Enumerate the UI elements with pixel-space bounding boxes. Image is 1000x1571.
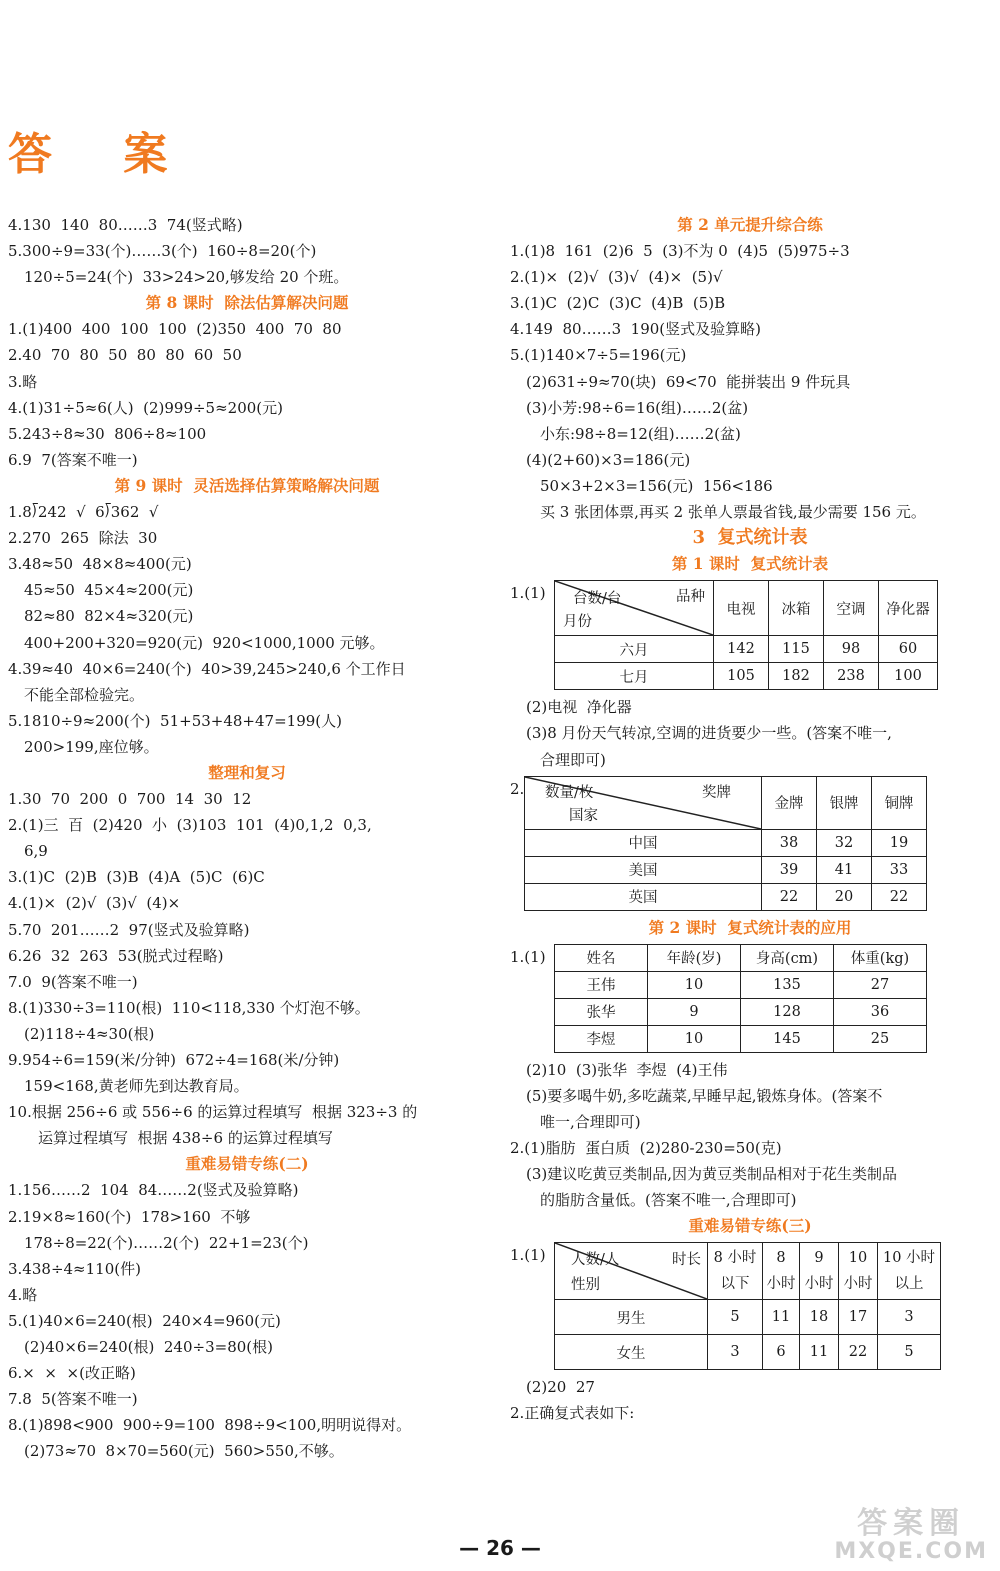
table-cell: 17 <box>839 1300 878 1335</box>
answer-line: 5.(1)140×7÷5=196(元) <box>510 346 687 365</box>
section-heading: 第 8 课时 除法估算解决问题 <box>145 293 349 313</box>
corner-label-country: 国家 <box>569 807 598 824</box>
table-cell: 100 <box>879 663 938 690</box>
table-cell: 19 <box>872 829 927 856</box>
table-students-block <box>510 944 990 1053</box>
answer-line: 4.略 <box>8 1285 38 1304</box>
answer-line: 4.(1)× (2)√ (3)√ (4)× <box>8 894 181 913</box>
answer-line: (2)10 (3)张华 李煜 (4)王伟 <box>526 1060 728 1079</box>
answer-line: 1.(1)8 161 (2)6 5 (3)不为 0 (4)5 (5)975÷3 <box>510 242 850 261</box>
table-appliance-sales <box>554 580 938 690</box>
table-medals <box>524 776 927 911</box>
section-heading: 整理和复习 <box>208 762 286 782</box>
table-header-cell: 年龄(岁) <box>648 944 741 971</box>
answer-line: 50×3+2×3=156(元) 156<186 <box>540 476 773 495</box>
answer-line: 2.(1)× (2)√ (3)√ (4)× (5)√ <box>510 268 723 287</box>
table-cell: 145 <box>741 1025 834 1052</box>
diagonal-header-cell <box>525 776 762 829</box>
table-cell: 135 <box>741 971 834 998</box>
table-header-cell <box>708 1243 763 1300</box>
watermark-line: 答案圈 <box>857 1506 966 1541</box>
answer-line: 运算过程填写 根据 438÷6 的运算过程填写 <box>38 1129 333 1148</box>
table-cell: 27 <box>834 971 927 998</box>
answer-line: 1.30 70 200 0 700 14 30 12 <box>8 790 252 809</box>
table-header-cell: 姓名 <box>555 944 648 971</box>
watermark-line: MXQE.COM <box>834 1539 988 1564</box>
answer-line: 82≈80 82×4≈320(元) <box>24 607 194 626</box>
section-heading: 重难易错专练(二) <box>185 1154 309 1174</box>
watermark-logo <box>834 1506 988 1566</box>
table-header-cell: 银牌 <box>817 776 872 829</box>
row-label: 张华 <box>555 998 648 1025</box>
table-cell: 41 <box>817 856 872 883</box>
answer-line: 4.(1)31÷5≈6(人) (2)999÷5≈200(元) <box>8 398 284 417</box>
table-header-cell <box>839 1243 878 1300</box>
right-section-unit2 <box>510 212 990 577</box>
table-cell: 11 <box>800 1335 839 1370</box>
answer-line: 合理即可) <box>540 750 606 769</box>
answer-line: 1.156……2 104 84……2(竖式及验算略) <box>8 1181 299 1200</box>
diagonal-header-cell <box>555 1243 708 1300</box>
answer-line: 6,9 <box>24 842 48 861</box>
table-sleep <box>554 1242 941 1370</box>
table-cell: 3 <box>708 1335 763 1370</box>
right-column <box>510 212 990 1427</box>
answer-line: 2.(1)三 百 (2)420 小 (3)103 101 (4)0,1,2 0,3, <box>8 816 372 835</box>
question-number: 1.(1) <box>510 1246 546 1265</box>
row-label: 中国 <box>525 829 762 856</box>
table-cell: 10 <box>648 1025 741 1052</box>
right-section-lesson2-heading <box>510 915 990 941</box>
section-heading: 第 9 课时 灵活选择估算策略解决问题 <box>114 475 380 495</box>
header-line: 9 <box>814 1250 824 1267</box>
right-section-answers-c <box>510 1374 990 1426</box>
answer-line: 4.149 80……3 190(竖式及验算略) <box>510 320 761 339</box>
row-label: 英国 <box>525 883 762 910</box>
table-cell: 128 <box>741 998 834 1025</box>
answer-line: 8.(1)330÷3=110(根) 110<118,330 个灯泡不够。 <box>8 998 370 1017</box>
row-label: 七月 <box>555 663 714 690</box>
table-header-cell: 净化器 <box>879 581 938 636</box>
table-header-cell <box>763 1243 800 1300</box>
table-header-cell: 金牌 <box>762 776 817 829</box>
answer-line: (3)建议吃黄豆类制品,因为黄豆类制品相对于花生类制品 <box>526 1165 898 1184</box>
answer-line: (2)73≈70 8×70=560(元) 560>550,不够。 <box>24 1442 344 1461</box>
table-header-cell: 冰箱 <box>769 581 824 636</box>
answer-line: (2)20 27 <box>526 1378 595 1397</box>
table-row <box>525 829 927 856</box>
table-cell: 5 <box>708 1300 763 1335</box>
table-cell: 32 <box>817 829 872 856</box>
answer-line: 9.954÷6=159(米/分钟) 672÷4=168(米/分钟) <box>8 1051 340 1069</box>
table-cell: 33 <box>872 856 927 883</box>
table-students <box>554 944 927 1053</box>
answer-line: 5.300÷9=33(个)……3(个) 160÷8=20(个) <box>8 242 317 261</box>
table-cell: 18 <box>800 1300 839 1335</box>
answer-line: 6.9 7(答案不唯一) <box>8 450 138 469</box>
table-appliance-sales-block <box>510 580 990 690</box>
answer-line: 3.438÷4≈110(件) <box>8 1259 141 1278</box>
table-row <box>555 998 927 1025</box>
table-header-cell <box>800 1243 839 1300</box>
corner-label-category: 品种 <box>676 589 705 606</box>
answer-line: 7.0 9(答案不唯一) <box>8 972 138 991</box>
row-label: 男生 <box>555 1300 708 1335</box>
right-section-answers-b <box>510 1057 990 1240</box>
answer-line: (2)电视 净化器 <box>526 698 632 717</box>
row-label: 六月 <box>555 636 714 663</box>
answer-line: 6.× × ×(改正略) <box>8 1364 136 1383</box>
table-cell: 25 <box>834 1025 927 1052</box>
table-cell: 38 <box>762 829 817 856</box>
answer-line: (3)小芳:98÷6=16(组)……2(盆) <box>526 398 749 417</box>
page-number: — 26 — <box>459 1536 541 1560</box>
table-medals-block <box>510 776 990 911</box>
header-line: 小时 <box>766 1276 796 1293</box>
answer-line: 的脂肪含量低。(答案不唯一,合理即可) <box>540 1191 797 1210</box>
answer-line: 4.39≈40 40×6=240(个) 40>39,245>240,6 个工作日 <box>8 659 406 678</box>
answer-line: 8.(1)898<900 900÷9=100 898÷9<100,明明说得对。 <box>8 1416 412 1435</box>
header-line: 小时 <box>804 1276 834 1293</box>
answer-line: 159<168,黄老师先到达教育局。 <box>24 1077 249 1096</box>
header-line: 小时 <box>843 1276 873 1293</box>
table-row <box>555 663 938 690</box>
table-cell: 5 <box>878 1335 941 1370</box>
table-cell: 22 <box>839 1335 878 1370</box>
table-cell: 20 <box>817 883 872 910</box>
section-heading: 第 2 课时 复式统计表的应用 <box>648 917 852 937</box>
answer-line: 1.8⟌242 √ 6⟌362 √ <box>8 503 159 522</box>
answer-line: 2.40 70 80 50 80 80 60 50 <box>8 346 242 365</box>
answer-line: (4)(2+60)×3=186(元) <box>526 450 691 469</box>
answer-line: 7.8 5(答案不唯一) <box>8 1390 138 1409</box>
row-label: 美国 <box>525 856 762 883</box>
question-number: 1.(1) <box>510 947 546 966</box>
page-title: 答 案 <box>8 129 196 180</box>
table-row <box>555 1335 941 1370</box>
answer-line: 400+200+320=920(元) 920<1000,1000 元够。 <box>24 633 385 652</box>
row-label: 女生 <box>555 1335 708 1370</box>
table-header-cell: 体重(kg) <box>834 944 927 971</box>
question-number: 1.(1) <box>510 584 546 603</box>
answer-line: 小东:98÷8=12(组)……2(盆) <box>540 424 741 443</box>
answer-line: (2)631÷9≈70(块) 69<70 能拼装出 9 件玩具 <box>526 372 851 391</box>
table-header-cell: 身高(cm) <box>741 944 834 971</box>
table-cell: 3 <box>878 1300 941 1335</box>
answer-line: 5.(1)40×6=240(根) 240×4=960(元) <box>8 1311 281 1330</box>
table-row <box>555 971 927 998</box>
table-cell: 182 <box>769 663 824 690</box>
answer-line: 唯一,合理即可) <box>540 1112 641 1131</box>
row-label: 李煜 <box>555 1025 648 1052</box>
diagonal-header-cell <box>555 581 714 636</box>
answer-line: 120÷5=24(个) 33>24>20,够发给 20 个班。 <box>24 268 349 287</box>
answer-line: (2)40×6=240(根) 240÷3=80(根) <box>24 1338 273 1357</box>
left-column <box>8 212 486 1465</box>
header-line: 10 <box>848 1250 868 1267</box>
corner-label-gender: 性别 <box>571 1277 600 1294</box>
table-row <box>555 636 938 663</box>
answer-line: 2.正确复式表如下: <box>510 1404 635 1423</box>
section-heading: 第 1 课时 复式统计表 <box>671 554 829 574</box>
answer-line: 2.19×8≈160(个) 178>160 不够 <box>8 1207 251 1226</box>
answer-line: 5.243÷8≈30 806÷8≈100 <box>8 424 207 443</box>
table-cell: 98 <box>824 636 879 663</box>
answer-line: 5.70 201……2 97(竖式及验算略) <box>8 920 250 939</box>
table-header-cell: 电视 <box>714 581 769 636</box>
section-heading: 第 2 单元提升综合练 <box>677 215 823 234</box>
answer-line: 3.48≈50 48×8≈400(元) <box>8 555 192 574</box>
header-line: 8 <box>776 1250 786 1267</box>
answer-line: 买 3 张团体票,再买 2 张单人票最省钱,最少需要 156 元。 <box>540 503 926 522</box>
right-section-answers-a <box>510 694 990 772</box>
answer-line: 5.1810÷9≈200(个) 51+53+48+47=199(人) <box>8 711 342 730</box>
table-cell: 142 <box>714 636 769 663</box>
header-line: 以上 <box>894 1276 924 1293</box>
answer-line: 不能全部检验完。 <box>24 685 145 704</box>
table-cell: 9 <box>648 998 741 1025</box>
corner-label-category: 奖牌 <box>702 784 731 801</box>
answer-line: 6.26 32 263 53(脱式过程略) <box>8 946 224 965</box>
section-heading: 3 复式统计表 <box>692 527 808 549</box>
table-cell: 36 <box>834 998 927 1025</box>
answer-line: (2)118÷4≈30(根) <box>24 1024 155 1043</box>
answer-line: 2.270 265 除法 30 <box>8 529 158 548</box>
table-sleep-block <box>510 1242 990 1370</box>
question-number: 2. <box>510 779 525 798</box>
table-row <box>525 856 927 883</box>
table-cell: 238 <box>824 663 879 690</box>
table-cell: 115 <box>769 636 824 663</box>
table-cell: 22 <box>872 883 927 910</box>
header-line: 8 小时 <box>713 1250 757 1267</box>
corner-label-month: 月份 <box>563 614 592 631</box>
answer-line: 10.根据 256÷6 或 556÷6 的运算过程填写 根据 323÷3 的 <box>8 1103 418 1122</box>
row-label: 王伟 <box>555 971 648 998</box>
section-heading: 重难易错专练(三) <box>688 1216 812 1236</box>
table-cell: 60 <box>879 636 938 663</box>
table-cell: 105 <box>714 663 769 690</box>
answer-line: 3.(1)C (2)B (3)B (4)A (5)C (6)C <box>8 868 265 887</box>
corner-label-unit: 人数/人 <box>571 1252 620 1269</box>
corner-label-unit: 数量/枚 <box>545 784 594 801</box>
table-row <box>555 1300 941 1335</box>
answer-line: 178÷8=22(个)……2(个) 22+1=23(个) <box>24 1233 309 1252</box>
answer-line: 4.130 140 80……3 74(竖式略) <box>8 216 243 234</box>
corner-label-unit: 台数/台 <box>573 591 622 608</box>
header-line: 以下 <box>720 1276 750 1293</box>
table-cell: 10 <box>648 971 741 998</box>
answer-line: 45≈50 45×4≈200(元) <box>24 581 194 600</box>
table-header-cell: 空调 <box>824 581 879 636</box>
header-line: 10 小时 <box>882 1250 936 1267</box>
table-header-cell <box>878 1243 941 1300</box>
table-cell: 6 <box>763 1335 800 1370</box>
table-row <box>525 883 927 910</box>
answer-line: (5)要多喝牛奶,多吃蔬菜,早睡早起,锻炼身体。(答案不 <box>526 1086 883 1105</box>
corner-label-category: 时长 <box>672 1252 701 1269</box>
answer-line: 2.(1)脂肪 蛋白质 (2)280-230=50(克) <box>510 1138 782 1157</box>
table-cell: 39 <box>762 856 817 883</box>
table-row <box>555 1025 927 1052</box>
answer-line: 1.(1)400 400 100 100 (2)350 400 70 80 <box>8 320 342 339</box>
answer-line: 3.略 <box>8 372 38 391</box>
answer-line: 200>199,座位够。 <box>24 737 159 756</box>
answer-line: 3.(1)C (2)C (3)C (4)B (5)B <box>510 294 726 313</box>
table-cell: 11 <box>763 1300 800 1335</box>
table-header-cell: 铜牌 <box>872 776 927 829</box>
answer-line: (3)8 月份天气转凉,空调的进货要少一些。(答案不唯一, <box>526 724 892 743</box>
table-cell: 22 <box>762 883 817 910</box>
